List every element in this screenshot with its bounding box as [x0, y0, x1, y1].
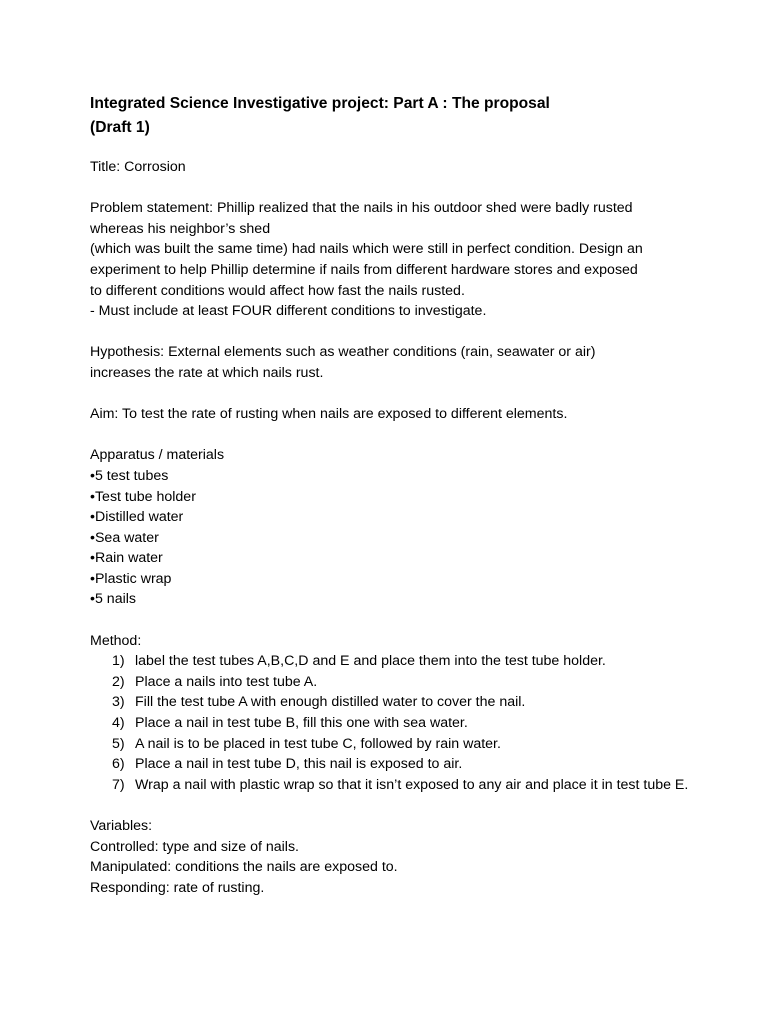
- document-page: [90, 92, 690, 898]
- method-section: [90, 631, 690, 796]
- method-step: [90, 713, 690, 734]
- problem-line: to different conditions would affect how fast the nails rusted.: [90, 282, 465, 299]
- hypothesis-line: increases the rate at which nails rust.: [90, 364, 324, 381]
- method-step: [90, 651, 690, 672]
- step-text: Place a nail in test tube D, this nail is exposed to air.: [135, 756, 463, 773]
- apparatus-item: •Rain water: [90, 550, 163, 567]
- responding-variable: Responding: rate of rusting.: [90, 879, 265, 896]
- method-label: Method:: [90, 632, 142, 649]
- heading-line-2: (Draft 1): [90, 119, 150, 136]
- apparatus-label: Apparatus / materials: [90, 447, 225, 464]
- apparatus-item: •Distilled water: [90, 509, 184, 526]
- problem-line: - Must include at least FOUR different conditions to investigate.: [90, 303, 487, 320]
- hypothesis: [90, 342, 690, 383]
- step-text: A nail is to be placed in test tube C, followed by rain water.: [135, 735, 501, 752]
- step-number: 4): [112, 715, 125, 732]
- variables-section: [90, 816, 690, 898]
- problem-statement: [90, 198, 690, 322]
- title-line: Title: Corrosion: [90, 159, 186, 175]
- step-number: 1): [112, 653, 125, 670]
- method-step: [90, 754, 690, 775]
- apparatus-item: •Sea water: [90, 529, 159, 546]
- step-number: 5): [112, 735, 125, 752]
- apparatus-item: •5 test tubes: [90, 467, 169, 484]
- hypothesis-line: Hypothesis: External elements such as weather conditions (rain, seawater or air): [90, 344, 596, 361]
- problem-line: Problem statement: Phillip realized that the nails in his outdoor shed were badly rusted: [90, 200, 633, 217]
- variables-label: Variables:: [90, 818, 153, 834]
- step-number: 3): [112, 694, 125, 711]
- document-heading: [90, 92, 690, 140]
- step-text: Wrap a nail with plastic wrap so that it isn’t exposed to any air and place it in test tube E.: [135, 776, 689, 793]
- apparatus-item: •Test tube holder: [90, 488, 196, 505]
- method-step: [90, 672, 690, 693]
- apparatus-item: •Plastic wrap: [90, 570, 172, 587]
- problem-line: (which was built the same time) had nails which were still in perfect condition. Design an: [90, 241, 643, 258]
- method-steps: [90, 651, 690, 795]
- aim: Aim: To test the rate of rusting when nails are exposed to different elements.: [90, 406, 568, 423]
- manipulated-variable: Manipulated: conditions the nails are exposed to.: [90, 859, 398, 876]
- method-step: [90, 692, 690, 713]
- step-text: Place a nail in test tube B, fill this one with sea water.: [135, 715, 468, 732]
- heading-line-1: Integrated Science Investigative project: Part A : The proposal: [90, 95, 550, 112]
- step-number: 2): [112, 673, 125, 690]
- step-text: label the test tubes A,B,C,D and E and place them into the test tube holder.: [135, 653, 606, 670]
- step-text: Place a nails into test tube A.: [135, 673, 318, 690]
- apparatus-item: •5 nails: [90, 591, 136, 608]
- problem-line: whereas his neighbor’s shed: [90, 220, 271, 237]
- method-step: [90, 775, 690, 796]
- step-text: Fill the test tube A with enough distilled water to cover the nail.: [135, 694, 526, 711]
- step-number: 7): [112, 776, 125, 793]
- step-number: 6): [112, 756, 125, 773]
- problem-line: experiment to help Phillip determine if nails from different hardware stores and exposed: [90, 261, 638, 278]
- controlled-variable: Controlled: type and size of nails.: [90, 838, 299, 855]
- method-step: [90, 734, 690, 755]
- apparatus-section: [90, 445, 690, 610]
